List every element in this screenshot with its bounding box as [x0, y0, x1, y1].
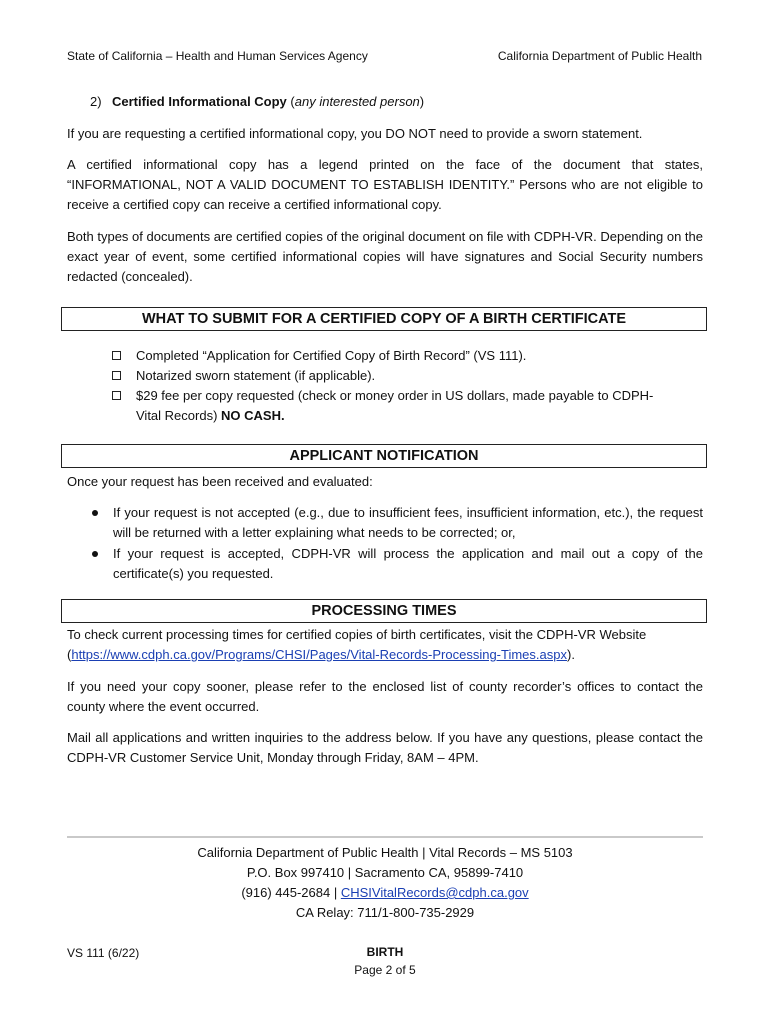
processing-text-end: ).: [566, 647, 575, 662]
footer-email-link[interactable]: CHSIVitalRecords@cdph.ca.gov: [340, 885, 529, 900]
notification-bullets: [90, 503, 703, 585]
processing-text: To check current processing times for certified copies of birth certificates, visit the CDPH-VR Website (: [67, 627, 647, 662]
checklist-item-text: Notarized sworn statement (if applicable).: [136, 368, 376, 383]
footer-address: [67, 843, 703, 923]
paragraph-no-sworn-statement: If you are requesting a certified informational copy, you DO NOT need to provide a sworn statement.: [67, 126, 643, 141]
paragraph-county-recorder: If you need your copy sooner, please refer to the enclosed list of county recorder’s offices to contact the county where the event occurred.: [67, 679, 703, 714]
item-paren-open: (: [286, 94, 295, 109]
item-title: Certified Informational Copy: [112, 94, 287, 109]
bullet-item: [90, 544, 703, 584]
checkbox-icon: [112, 351, 121, 360]
processing-times-link[interactable]: https://www.cdph.ca.gov/Programs/CHSI/Pages/Vital-Records-Processing-Times.aspx: [71, 647, 567, 662]
section-heading-processing-times: PROCESSING TIMES: [61, 599, 707, 623]
footer-relay: CA Relay: 711/1-800-735-2929: [295, 905, 475, 920]
footer-phone: (916) 445-2684 |: [241, 885, 341, 900]
footer-department: California Department of Public Health | Vital Records – MS 5103: [197, 845, 573, 860]
paragraph-document-types: Both types of documents are certified copies of the original document on file with CDPH-VR. Depending on the exact year of event, some certified informational copies will have signatures and Social Security numbers redacted (concealed).: [67, 229, 703, 284]
page-indicator: [335, 943, 435, 979]
item-number: 2): [90, 94, 102, 109]
certified-informational-copy-item: [90, 92, 424, 112]
footer-contact: [67, 883, 703, 903]
checkbox-icon: [112, 371, 121, 380]
checklist-item-text: $29 fee per copy requested (check or money order in US dollars, made payable to CDPH-Vital Records): [136, 388, 654, 423]
checklist-item-text: Completed “Application for Certified Copy of Birth Record” (VS 111).: [136, 348, 527, 363]
notification-intro: Once your request has been received and evaluated:: [67, 474, 373, 489]
document-type: BIRTH: [366, 945, 404, 959]
paragraph-processing-link: [67, 625, 707, 665]
item-subtitle: any interested person: [294, 94, 420, 109]
bullet-icon: [92, 510, 98, 516]
bullet-text: If your request is not accepted (e.g., due to insufficient fees, insufficient information, etc.), the request will be returned with a letter explaining what needs to be corrected; or,: [113, 505, 703, 540]
no-cash-note: NO CASH.: [221, 408, 285, 423]
footer-po-box: P.O. Box 997410 | Sacramento CA, 95899-7410: [246, 865, 524, 880]
bullet-item: [90, 503, 703, 543]
header-department: California Department of Public Health: [497, 49, 702, 63]
footer-divider: [67, 836, 703, 838]
item-paren-close: ): [419, 94, 425, 109]
section-heading-applicant-notification: APPLICANT NOTIFICATION: [61, 444, 707, 468]
checklist-item: [112, 366, 672, 386]
checklist-item: [112, 386, 672, 426]
checkbox-icon: [112, 391, 121, 400]
paragraph-informational-legend: A certified informational copy has a legend printed on the face of the document that states, “INFORMATIONAL, NOT A VALID DOCUMENT TO ESTABLISH IDENTITY.” Persons who are not eligible to receive a certified copy can receive a certified informational copy.: [67, 157, 703, 212]
paragraph-mail-inquiries: Mail all applications and written inquiries to the address below. If you have any questions, please contact the CDPH-VR Customer Service Unit, Monday through Friday, 8AM – 4PM.: [67, 730, 703, 765]
bullet-text: If your request is accepted, CDPH-VR will process the application and mail out a copy of the certificate(s) you requested.: [113, 546, 703, 581]
checklist-item: [112, 346, 672, 366]
page-number: Page 2 of 5: [354, 963, 416, 977]
header-agency: State of California – Health and Human Services Agency: [67, 49, 368, 63]
section-heading-what-to-submit: WHAT TO SUBMIT FOR A CERTIFIED COPY OF A BIRTH CERTIFICATE: [61, 307, 707, 331]
bullet-icon: [92, 551, 98, 557]
form-number: VS 111 (6/22): [67, 946, 140, 960]
submission-checklist: [112, 346, 672, 426]
